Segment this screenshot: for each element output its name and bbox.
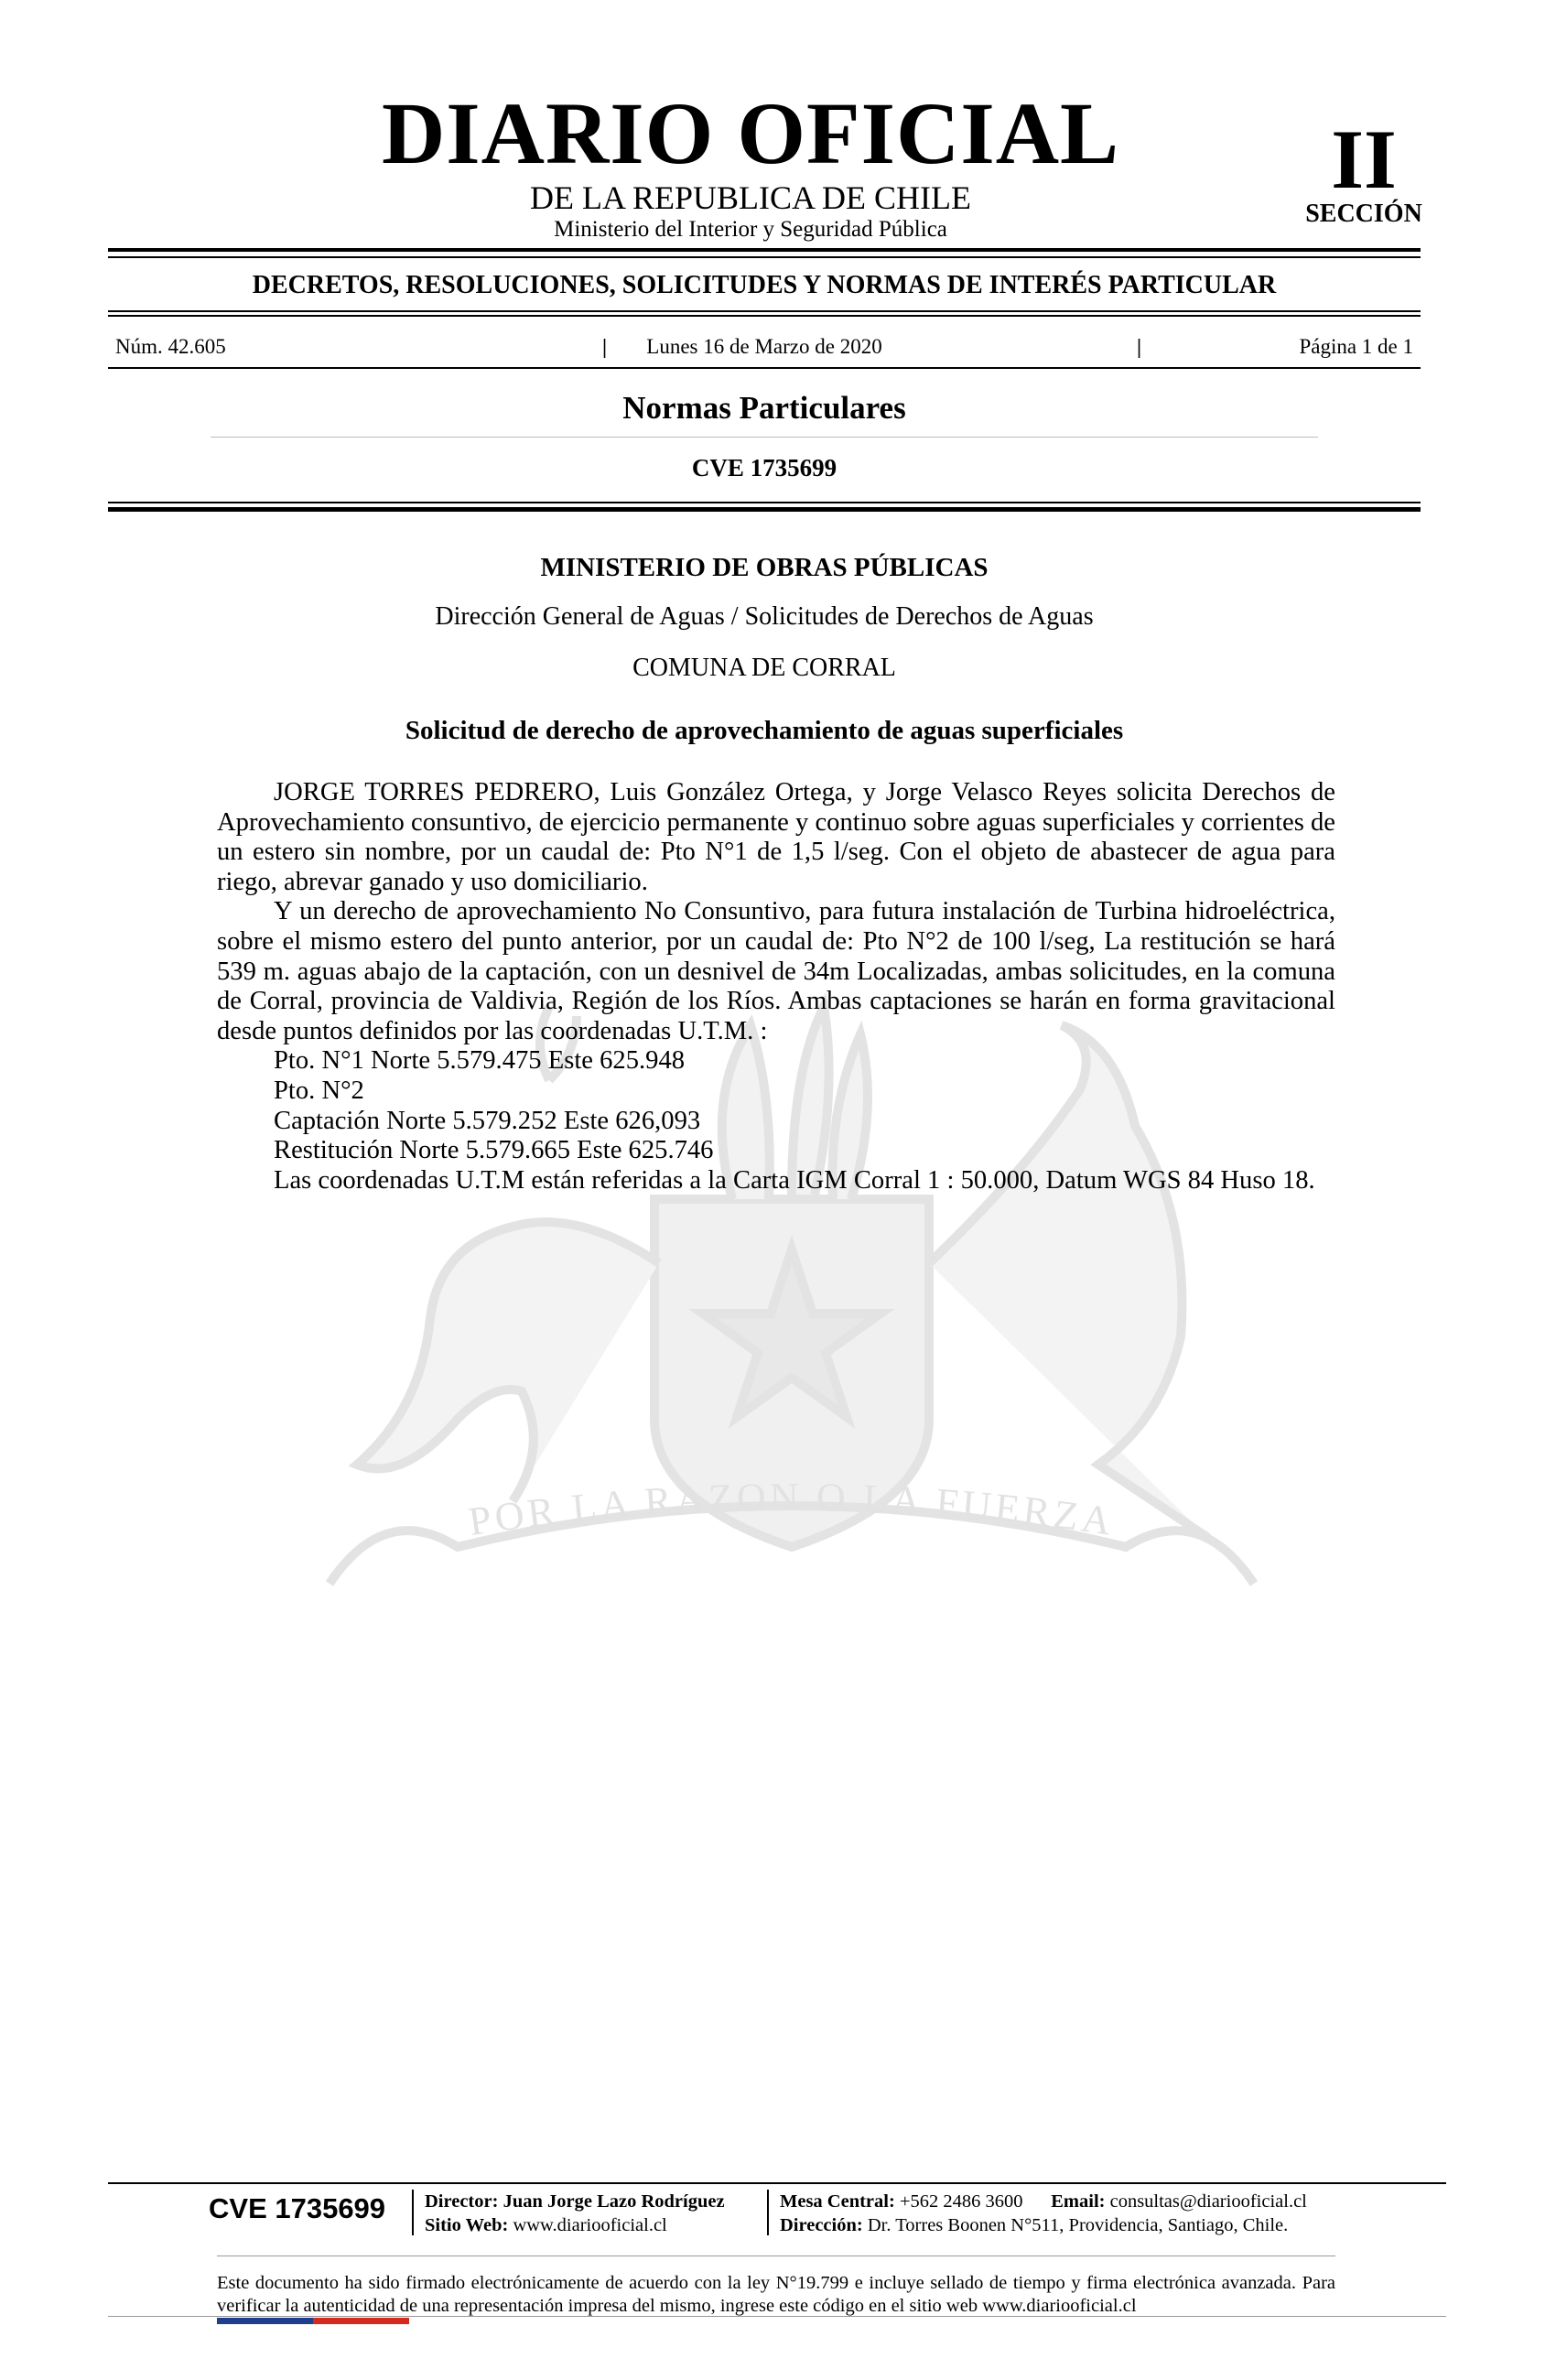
section-heading: Normas Particulares [622, 390, 906, 426]
banner-rule-1 [108, 310, 1421, 312]
footer-separator [767, 2190, 769, 2235]
email-label: Email: [1051, 2191, 1106, 2212]
issue-date: Lunes 16 de Marzo de 2020 [646, 335, 882, 358]
phone-label: Mesa Central: [780, 2191, 895, 2212]
address-label: Dirección: [780, 2215, 863, 2235]
watermark-motto: POR LA RAZON O LA FUERZA [465, 1474, 1118, 1545]
coordinate-line: Captación Norte 5.579.252 Este 626,093 [274, 1106, 701, 1135]
cve-rule-2 [108, 507, 1421, 512]
coordinate-line: Restitución Norte 5.579.665 Este 625.746 [274, 1136, 714, 1165]
issue-bar [108, 333, 1421, 361]
issue-rule [108, 367, 1421, 369]
footer-contact-column [780, 2190, 1307, 2237]
banner-heading: DECRETOS, RESOLUCIONES, SOLICITUDES Y NORMAS DE INTERÉS PARTICULAR [252, 271, 1277, 299]
cve-code: CVE 1735699 [691, 454, 837, 481]
masthead-title: DIARIO OFICIAL [381, 84, 1120, 182]
flag-blue-segment [217, 2318, 313, 2324]
top-rule-thick [108, 248, 1421, 252]
section-number: II [1331, 113, 1397, 206]
document-body [217, 778, 1335, 1195]
email-link[interactable]: consultas@diariooficial.cl [1109, 2191, 1307, 2212]
footer-top-rule [108, 2182, 1446, 2184]
masthead-subtitle: DE LA REPUBLICA DE CHILE [530, 179, 971, 216]
director-label: Director: [425, 2191, 499, 2212]
document-comuna: COMUNA DE CORRAL [632, 654, 896, 682]
banner-rule-2 [108, 315, 1421, 317]
address-value: Dr. Torres Boonen N°511, Providencia, Santiago, Chile. [867, 2215, 1289, 2235]
coordinate-line: Pto. N°1 Norte 5.579.475 Este 625.948 [274, 1046, 686, 1076]
phone-value: +562 2486 3600 [899, 2191, 1023, 2212]
issue-separator: | [602, 335, 608, 358]
issue-separator: | [1137, 335, 1142, 358]
body-paragraph: JORGE TORRES PEDRERO, Luis González Ortega, y Jorge Velasco Reyes solicita Derechos de Aprovechamiento consuntivo, de ejercicio permanente y continuo sobre aguas superficiales y corrientes de un estero sin nombre, por un caudal de: Pto N°1 de 1,5 l/seg. Con el objeto de abastecer de agua para riego, abrevar ganado y uso domiciliario. [217, 778, 1335, 896]
section-heading-rule [211, 437, 1318, 438]
masthead-ministry: Ministerio del Interior y Seguridad Pública [554, 217, 947, 242]
body-paragraph: Y un derecho de aprovechamiento No Consuntivo, para futura instalación de Turbina hidroeléctrica, sobre el mismo estero del punto anterior, por un caudal de: Pto N°2 de 100 l/seg, La restitución se hará 539 m. aguas abajo de la captación, con un desnivel de 34m Localizadas, ambas solicitudes, en la comuna de Corral, provincia de Valdivia, Región de los Ríos. Ambas captaciones se harán en forma gravitacional desde puntos definidos por las coordenadas U.T.M. : [217, 897, 1335, 1045]
coordinate-line: Pto. N°2 [274, 1076, 364, 1105]
footer-cve-code: CVE 1735699 [209, 2192, 386, 2224]
document-title: Solicitud de derecho de aprovechamiento de aguas superficiales [405, 716, 1124, 745]
section-label: SECCIÓN [1305, 200, 1422, 228]
cve-rule-1 [108, 502, 1421, 503]
web-label: Sitio Web: [425, 2215, 509, 2235]
web-link[interactable]: www.diariooficial.cl [513, 2215, 667, 2235]
issue-number: Núm. 42.605 [115, 335, 226, 358]
footer-director-column [425, 2190, 725, 2237]
document-direccion: Dirección General de Aguas / Solicitudes de Derechos de Aguas [435, 602, 1094, 631]
footer-bottom-rule [108, 2316, 1446, 2317]
director-name: Juan Jorge Lazo Rodríguez [502, 2191, 725, 2212]
flag-red-segment [313, 2318, 409, 2324]
chile-flag-stripe [217, 2318, 409, 2324]
footer-legal-notice: Este documento ha sido firmado electrónicamente de acuerdo con la ley N°19.799 e incluye sellado de tiempo y firma electrónica avanzada. Para verificar la autenticidad de una representación impresa del mismo, ingrese este código en el sitio web www.diariooficial.cl [217, 2273, 1335, 2316]
top-rule-thin [108, 256, 1421, 258]
footer-separator [412, 2190, 414, 2235]
issue-page: Página 1 de 1 [1299, 335, 1413, 358]
body-paragraph: Las coordenadas U.T.M están referidas a la Carta IGM Corral 1 : 50.000, Datum WGS 84 Huso 18. [274, 1165, 1315, 1195]
document-ministry: MINISTERIO DE OBRAS PÚBLICAS [540, 553, 989, 582]
